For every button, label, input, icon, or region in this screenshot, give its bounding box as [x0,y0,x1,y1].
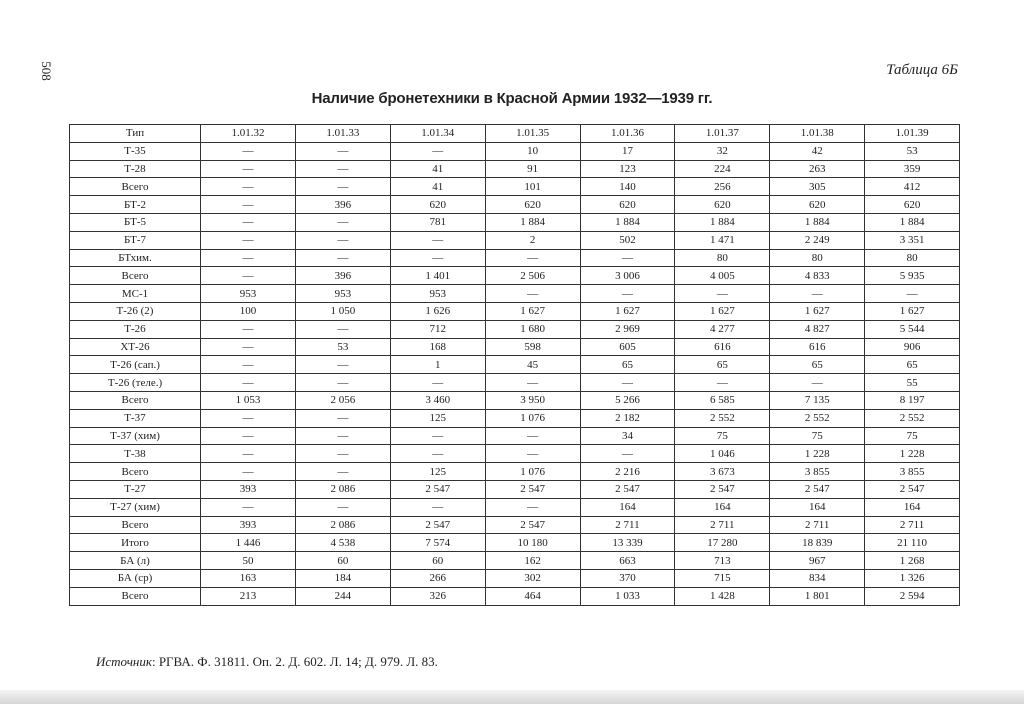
cell-value: 3 855 [770,463,865,481]
cell-value: 712 [390,320,485,338]
table-row [70,516,960,534]
cell-value: 41 [390,178,485,196]
cell-value: — [485,374,580,392]
cell-type: Всего [70,587,201,605]
cell-value: 502 [580,231,675,249]
cell-value: 781 [390,213,485,231]
cell-value: 168 [390,338,485,356]
cell-value: — [295,213,390,231]
cell-value: — [580,285,675,303]
table-row [70,427,960,445]
cell-type: Т-38 [70,445,201,463]
cell-value: 605 [580,338,675,356]
cell-value: — [295,409,390,427]
cell-value: 1 884 [580,213,675,231]
header-year: 1.01.35 [485,125,580,143]
cell-value: — [295,356,390,374]
cell-value: 80 [770,249,865,267]
cell-type: БТхим. [70,249,201,267]
cell-value: 2 [485,231,580,249]
cell-value: 2 547 [390,480,485,498]
cell-value: — [201,196,296,214]
cell-value: 4 833 [770,267,865,285]
cell-value: 224 [675,160,770,178]
cell-value: 412 [865,178,960,196]
header-year: 1.01.36 [580,125,675,143]
table-row [70,587,960,605]
cell-value: 2 056 [295,391,390,409]
cell-value: 100 [201,302,296,320]
header-year: 1.01.37 [675,125,770,143]
cell-value: 2 711 [770,516,865,534]
cell-value: 75 [675,427,770,445]
cell-type: Т-26 [70,320,201,338]
cell-value: 1 801 [770,587,865,605]
cell-value: 17 280 [675,534,770,552]
cell-value: — [295,178,390,196]
cell-type: БТ-2 [70,196,201,214]
cell-value: 7 574 [390,534,485,552]
cell-value: — [675,285,770,303]
table-row [70,302,960,320]
cell-value: 164 [865,498,960,516]
cell-value: — [390,374,485,392]
cell-value: 1 228 [865,445,960,463]
cell-value: 1 053 [201,391,296,409]
cell-value: — [201,498,296,516]
cell-value: 42 [770,142,865,160]
cell-value: 164 [580,498,675,516]
cell-type: МС-1 [70,285,201,303]
source-text: : РГВА. Ф. 31811. Оп. 2. Д. 602. Л. 14; Д. 979. Л. 83. [151,654,438,669]
cell-value: — [485,285,580,303]
cell-value: 91 [485,160,580,178]
cell-value: 41 [390,160,485,178]
cell-value: 2 547 [580,480,675,498]
cell-value: 953 [201,285,296,303]
table-row [70,552,960,570]
cell-value: 620 [770,196,865,214]
cell-type: ХТ-26 [70,338,201,356]
cell-value: — [485,427,580,445]
cell-value: 65 [865,356,960,374]
cell-value: 1 428 [675,587,770,605]
cell-value: 2 216 [580,463,675,481]
cell-value: — [295,445,390,463]
cell-value: — [201,427,296,445]
table-row [70,196,960,214]
cell-type: Всего [70,516,201,534]
cell-value: 393 [201,480,296,498]
cell-value: 1 627 [770,302,865,320]
cell-value: — [201,267,296,285]
cell-value: 620 [865,196,960,214]
cell-value: 80 [865,249,960,267]
cell-value: 953 [295,285,390,303]
table-row [70,569,960,587]
cell-value: 53 [865,142,960,160]
cell-value: 2 547 [675,480,770,498]
cell-value: — [295,249,390,267]
cell-value: 3 673 [675,463,770,481]
cell-value: — [201,374,296,392]
cell-value: 6 585 [675,391,770,409]
page-number: 508 [39,61,54,81]
cell-value: 1 627 [580,302,675,320]
cell-value: 1 446 [201,534,296,552]
page-bottom-edge [0,690,1024,704]
cell-value: — [770,374,865,392]
cell-value: 396 [295,196,390,214]
source-label: Источник [96,654,152,669]
table-row [70,534,960,552]
cell-type: Т-28 [70,160,201,178]
cell-value: 2 711 [580,516,675,534]
cell-value: 125 [390,463,485,481]
cell-value: 620 [675,196,770,214]
cell-type: БА (ср) [70,569,201,587]
cell-type: Всего [70,267,201,285]
cell-value: 967 [770,552,865,570]
cell-value: 2 506 [485,267,580,285]
cell-value: 464 [485,587,580,605]
cell-value: — [295,142,390,160]
cell-type: Всего [70,463,201,481]
cell-value: 65 [675,356,770,374]
cell-value: 1 268 [865,552,960,570]
cell-value: 4 277 [675,320,770,338]
header-year: 1.01.32 [201,125,296,143]
cell-value: 21 110 [865,534,960,552]
cell-type: Т-27 (хим) [70,498,201,516]
header-year: 1.01.39 [865,125,960,143]
cell-value: 598 [485,338,580,356]
table-body [70,142,960,605]
cell-value: — [201,160,296,178]
cell-value: 953 [390,285,485,303]
header-year: 1.01.34 [390,125,485,143]
cell-value: 65 [770,356,865,374]
table-row [70,391,960,409]
cell-value: 164 [770,498,865,516]
table-row [70,160,960,178]
cell-value: 2 086 [295,516,390,534]
cell-value: 10 180 [485,534,580,552]
cell-value: 2 552 [770,409,865,427]
cell-value: 55 [865,374,960,392]
cell-value: 2 552 [675,409,770,427]
table-row [70,338,960,356]
cell-type: БТ-5 [70,213,201,231]
cell-value: 5 544 [865,320,960,338]
table-row [70,231,960,249]
cell-value: 4 827 [770,320,865,338]
table-row [70,249,960,267]
table-title: Наличие бронетехники в Красной Армии 1932—1939 гг. [311,90,713,107]
table-row [70,178,960,196]
table-row [70,267,960,285]
cell-value: — [390,445,485,463]
cell-value: 50 [201,552,296,570]
cell-value: — [295,320,390,338]
cell-value: — [580,249,675,267]
cell-value: — [201,142,296,160]
cell-value: 2 547 [390,516,485,534]
table-row [70,480,960,498]
header-type: Тип [70,125,201,143]
cell-value: 2 594 [865,587,960,605]
cell-type: Итого [70,534,201,552]
cell-value: — [485,498,580,516]
cell-value: 713 [675,552,770,570]
cell-value: 1 627 [485,302,580,320]
cell-value: 620 [580,196,675,214]
cell-value: 123 [580,160,675,178]
cell-value: 2 086 [295,480,390,498]
cell-value: 1 076 [485,409,580,427]
table-row [70,285,960,303]
cell-value: 5 935 [865,267,960,285]
table-label: Таблица 6Б [886,62,958,78]
cell-value: 3 855 [865,463,960,481]
cell-value: — [295,160,390,178]
cell-value: 620 [485,196,580,214]
cell-value: — [390,249,485,267]
cell-value: — [201,356,296,374]
cell-value: 302 [485,569,580,587]
cell-value: 101 [485,178,580,196]
table-row [70,320,960,338]
table-row [70,498,960,516]
cell-value: 10 [485,142,580,160]
cell-value: 393 [201,516,296,534]
cell-value: 1 884 [770,213,865,231]
cell-value: 65 [580,356,675,374]
cell-value: 906 [865,338,960,356]
header-year: 1.01.38 [770,125,865,143]
cell-value: 1 884 [485,213,580,231]
cell-type: Т-37 [70,409,201,427]
cell-value: 1 627 [865,302,960,320]
cell-value: — [201,178,296,196]
cell-value: — [675,374,770,392]
cell-type: Т-27 [70,480,201,498]
cell-value: 2 969 [580,320,675,338]
table-row [70,445,960,463]
cell-value: 1 326 [865,569,960,587]
source-note [96,654,438,670]
table-row [70,142,960,160]
cell-value: — [865,285,960,303]
cell-value: 1 050 [295,302,390,320]
cell-value: 305 [770,178,865,196]
cell-value: 1 627 [675,302,770,320]
table-row [70,213,960,231]
cell-value: 7 135 [770,391,865,409]
cell-value: 663 [580,552,675,570]
cell-value: 4 005 [675,267,770,285]
cell-type: Всего [70,178,201,196]
cell-type: БТ-7 [70,231,201,249]
cell-value: 53 [295,338,390,356]
cell-value: 1 046 [675,445,770,463]
cell-value: 13 339 [580,534,675,552]
cell-value: 2 249 [770,231,865,249]
cell-value: — [390,231,485,249]
cell-type: Т-26 (сап.) [70,356,201,374]
cell-value: 2 552 [865,409,960,427]
cell-value: 75 [770,427,865,445]
cell-value: 2 182 [580,409,675,427]
cell-value: — [295,231,390,249]
cell-value: 326 [390,587,485,605]
cell-type: Всего [70,391,201,409]
cell-value: 2 547 [865,480,960,498]
cell-value: — [201,409,296,427]
cell-value: — [770,285,865,303]
cell-value: 396 [295,267,390,285]
cell-value: 256 [675,178,770,196]
table-row [70,356,960,374]
header-year: 1.01.33 [295,125,390,143]
cell-value: 184 [295,569,390,587]
cell-value: 715 [675,569,770,587]
cell-value: 164 [675,498,770,516]
cell-value: — [390,498,485,516]
cell-value: 17 [580,142,675,160]
cell-value: 1 626 [390,302,485,320]
cell-value: 1 401 [390,267,485,285]
cell-value: — [201,231,296,249]
cell-value: 2 711 [865,516,960,534]
cell-value: 620 [390,196,485,214]
cell-type: БА (л) [70,552,201,570]
cell-value: 45 [485,356,580,374]
table-row [70,463,960,481]
cell-value: 75 [865,427,960,445]
cell-value: 60 [295,552,390,570]
cell-value: — [580,445,675,463]
cell-value: 3 006 [580,267,675,285]
cell-value: 1 471 [675,231,770,249]
cell-value: 8 197 [865,391,960,409]
cell-value: — [295,427,390,445]
cell-value: 2 711 [675,516,770,534]
cell-value: 5 266 [580,391,675,409]
cell-value: 263 [770,160,865,178]
cell-value: 213 [201,587,296,605]
armor-inventory-table [69,124,960,606]
cell-value: 60 [390,552,485,570]
cell-value: 616 [675,338,770,356]
cell-value: 1 076 [485,463,580,481]
cell-value: — [485,445,580,463]
cell-value: 4 538 [295,534,390,552]
table-row [70,374,960,392]
cell-value: 125 [390,409,485,427]
cell-value: 1 680 [485,320,580,338]
cell-value: — [295,374,390,392]
cell-value: 32 [675,142,770,160]
cell-value: 34 [580,427,675,445]
cell-type: Т-26 (2) [70,302,201,320]
cell-value: 359 [865,160,960,178]
cell-value: 162 [485,552,580,570]
cell-value: — [201,320,296,338]
cell-value: 266 [390,569,485,587]
cell-value: — [485,249,580,267]
cell-value: 3 950 [485,391,580,409]
table-row [70,409,960,427]
cell-type: Т-37 (хим) [70,427,201,445]
cell-value: 1 228 [770,445,865,463]
cell-value: 1 [390,356,485,374]
cell-value: 163 [201,569,296,587]
cell-value: 1 033 [580,587,675,605]
cell-value: 616 [770,338,865,356]
cell-value: 18 839 [770,534,865,552]
cell-type: Т-35 [70,142,201,160]
cell-value: — [201,338,296,356]
cell-value: 370 [580,569,675,587]
cell-value: 80 [675,249,770,267]
cell-value: — [295,498,390,516]
cell-value: — [201,445,296,463]
cell-value: — [201,213,296,231]
table-header-row [70,125,960,143]
cell-value: 2 547 [485,516,580,534]
cell-type: Т-26 (теле.) [70,374,201,392]
cell-value: — [201,249,296,267]
cell-value: 834 [770,569,865,587]
cell-value: 244 [295,587,390,605]
cell-value: — [390,427,485,445]
cell-value: 2 547 [485,480,580,498]
cell-value: — [390,142,485,160]
cell-value: — [201,463,296,481]
cell-value: 1 884 [865,213,960,231]
cell-value: — [295,463,390,481]
cell-value: 3 351 [865,231,960,249]
cell-value: 2 547 [770,480,865,498]
cell-value: 3 460 [390,391,485,409]
cell-value: 140 [580,178,675,196]
cell-value: — [580,374,675,392]
cell-value: 1 884 [675,213,770,231]
